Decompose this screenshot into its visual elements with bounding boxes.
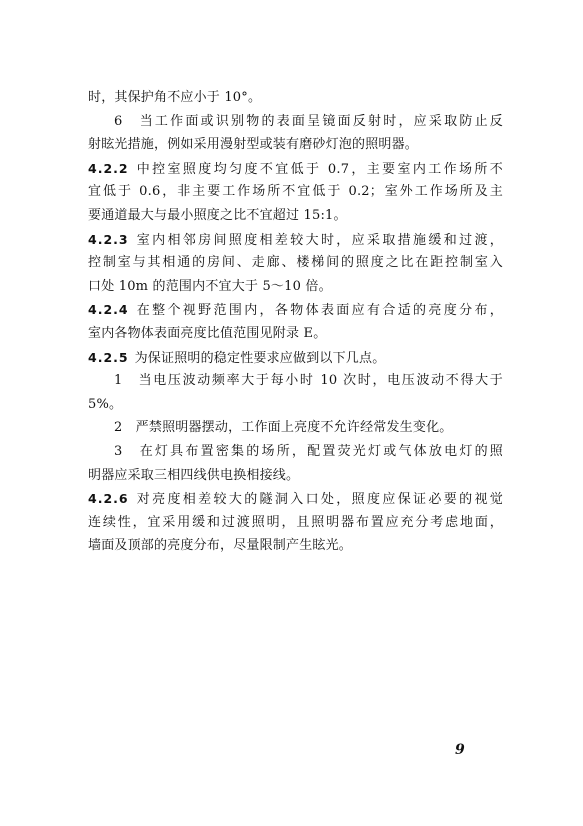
clause-number: 4.2.2 xyxy=(88,160,129,176)
clause-number: 4.2.4 xyxy=(88,302,129,318)
page-number: 9 xyxy=(455,742,465,758)
clause-4-2-6-line-3: 墙面及顶部的亮度分布，尽量限制产生眩光。 xyxy=(88,538,353,554)
item-1-line-2: 5%。 xyxy=(88,396,123,412)
item-3-line-2: 明器应采取三相四线供电换相接线。 xyxy=(88,467,300,483)
clause-text: 中控室照度均匀度不宜低于 0.7，主要室内工作场所不 xyxy=(134,161,503,177)
clause-text: 对亮度相差较大的隧洞入口处，照度应保证必要的视觉 xyxy=(134,492,503,508)
clause-4-2-3-line-1 xyxy=(88,228,503,252)
item-1-line-1: 1 当电压波动频率大于每小时 10 次时，电压波动不得大于 xyxy=(114,373,503,389)
clause-number: 4.2.5 xyxy=(88,349,129,365)
clause-4-2-6-line-1 xyxy=(88,487,503,511)
clause-number: 4.2.3 xyxy=(88,231,129,247)
clause-4-2-4-line-1 xyxy=(88,298,503,322)
continuation-line: 时，其保护角不应小于 10°。 xyxy=(88,90,262,105)
clause-4-2-6-line-2: 连续性，宜采用缓和过渡照明，且照明器布置应充分考虑地面， xyxy=(88,514,503,530)
clause-text: 在整个视野范围内，各物体表面应有合适的亮度分布， xyxy=(134,303,503,319)
item-6-line-2: 射眩光措施，例如采用漫射型或装有磨砂灯泡的照明器。 xyxy=(88,137,419,153)
clause-text: 室内相邻房间照度相差较大时，应采取措施缓和过渡， xyxy=(134,232,503,248)
clause-4-2-4-line-2: 室内各物体表面亮度比值范围见附录 E。 xyxy=(88,325,327,341)
clause-4-2-2-line-1 xyxy=(88,157,503,181)
item-6-line-1: 6 当工作面或识别物的表面呈镜面反射时，应采取防止反 xyxy=(114,113,503,129)
clause-number: 4.2.6 xyxy=(88,491,129,507)
clause-4-2-2-line-3: 要通道最大与最小照度之比不宜超过 15:1。 xyxy=(88,207,347,223)
clause-text: 为保证照明的稳定性要求应做到以下几点。 xyxy=(134,350,386,366)
clause-4-2-3-line-3: 口处 10m 的范围内不宜大于 5～10 倍。 xyxy=(88,278,332,294)
item-2-line-1: 2 严禁照明器摆动，工作面上亮度不允许经常发生变化。 xyxy=(114,420,453,436)
clause-4-2-5-line-1 xyxy=(88,346,503,370)
body-text xyxy=(88,86,503,558)
item-3-line-1: 3 在灯具布置密集的场所，配置荧光灯或气体放电灯的照 xyxy=(114,443,503,459)
clause-4-2-2-line-2: 宜低于 0.6，非主要工作场所不宜低于 0.2；室外工作场所及主 xyxy=(88,184,503,200)
clause-4-2-3-line-2: 控制室与其相通的房间、走廊、楼梯间的照度之比在距控制室入 xyxy=(88,255,503,271)
